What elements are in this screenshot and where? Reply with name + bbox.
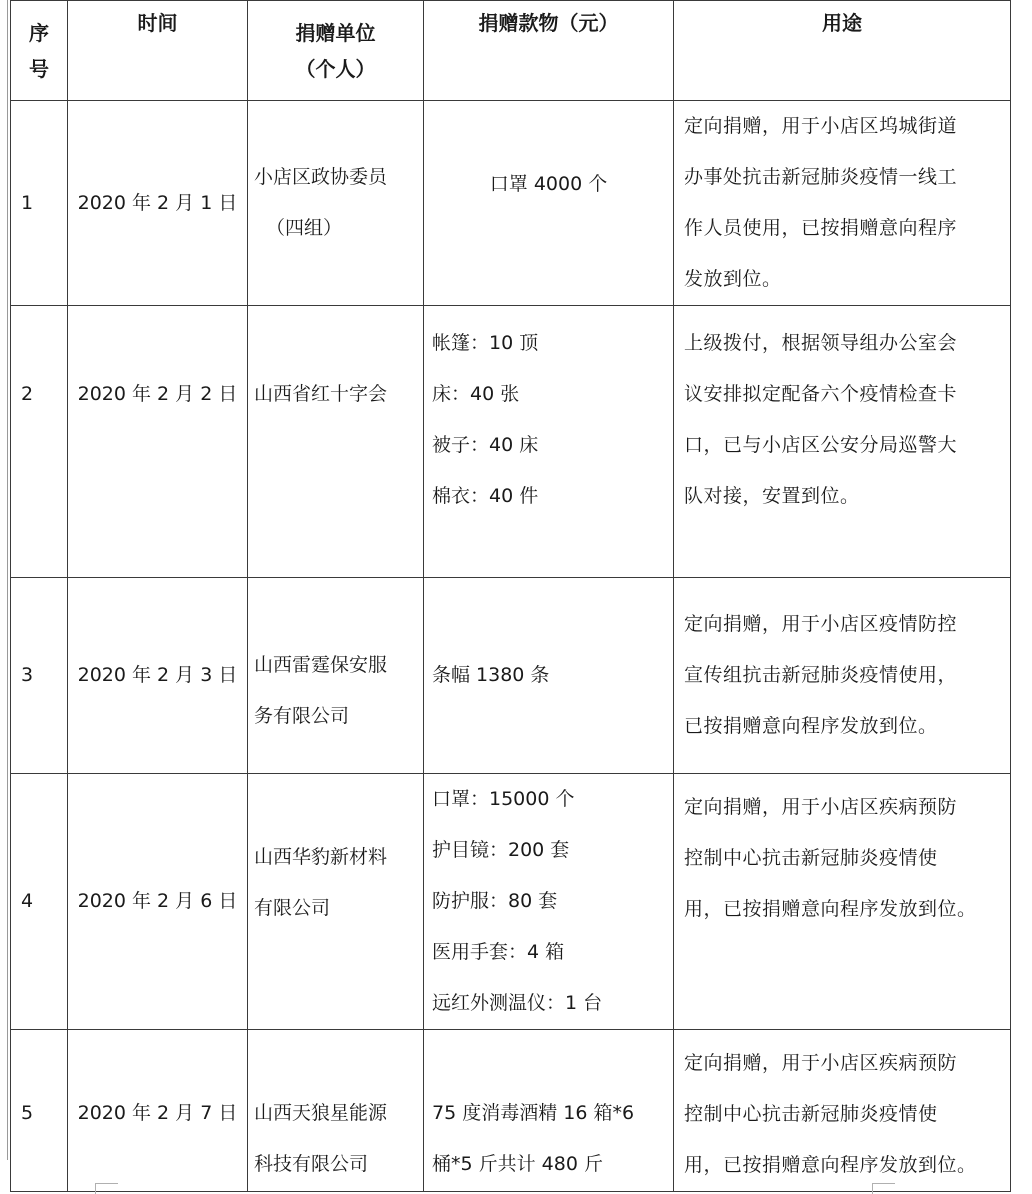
donor-line: 小店区政协委员 xyxy=(254,166,388,188)
row-date: 2020 年 2 月 3 日 xyxy=(68,578,248,774)
row-items xyxy=(424,101,674,306)
row-items xyxy=(424,774,674,1030)
row-date: 2020 年 2 月 1 日 xyxy=(68,101,248,306)
donor-line: 务有限公司 xyxy=(254,705,350,727)
row-items xyxy=(424,578,674,774)
row-date: 2020 年 2 月 2 日 xyxy=(68,306,248,578)
item-line: 条幅 1380 条 xyxy=(432,664,550,686)
donation-table xyxy=(10,0,1011,1192)
use-line: 发放到位。 xyxy=(684,268,782,290)
table-row xyxy=(11,1030,1011,1192)
table-row xyxy=(11,578,1011,774)
item-line: 口罩 4000 个 xyxy=(489,173,608,195)
row-number: 1 xyxy=(11,101,68,306)
use-line: 上级拨付，根据领导组办公室会 xyxy=(684,332,958,354)
row-number: 4 xyxy=(11,774,68,1030)
row-donor xyxy=(248,101,424,306)
row-donor xyxy=(248,774,424,1030)
row-number: 2 xyxy=(11,306,68,578)
row-use xyxy=(674,578,1011,774)
use-line: 议安排拟定配备六个疫情检查卡 xyxy=(684,383,958,405)
donor-line: 有限公司 xyxy=(254,897,331,919)
corner-crop-mark xyxy=(872,1183,895,1194)
use-line: 作人员使用，已按捐赠意向程序 xyxy=(684,217,958,239)
header-number-line: 号 xyxy=(29,56,49,81)
table-header-row xyxy=(11,1,1011,101)
header-number-line: 序 xyxy=(29,20,49,45)
row-date: 2020 年 2 月 7 日 xyxy=(68,1030,248,1192)
use-line: 控制中心抗击新冠肺炎疫情使 xyxy=(684,847,938,869)
item-line: 床：40 张 xyxy=(432,383,520,405)
table-row xyxy=(11,306,1011,578)
donor-line: 科技有限公司 xyxy=(254,1153,369,1175)
header-donor-line: 捐赠单位 xyxy=(295,20,376,45)
use-line: 控制中心抗击新冠肺炎疫情使 xyxy=(684,1103,938,1125)
row-items xyxy=(424,306,674,578)
donor-line: 山西天狼星能源 xyxy=(254,1102,388,1124)
row-use xyxy=(674,306,1011,578)
header-date-label: 时间 xyxy=(137,11,178,35)
use-line: 用，已按捐赠意向程序发放到位。 xyxy=(684,898,977,920)
use-line: 口，已与小店区公安分局巡警大 xyxy=(684,434,958,456)
item-line: 防护服：80 套 xyxy=(432,890,558,912)
header-number xyxy=(11,1,68,101)
donor-line: （四组） xyxy=(266,217,343,239)
use-line: 宣传组抗击新冠肺炎疫情使用， xyxy=(684,664,958,686)
header-use xyxy=(674,1,1011,101)
corner-crop-mark xyxy=(95,1183,118,1194)
row-donor xyxy=(248,306,424,578)
table-row xyxy=(11,774,1011,1030)
item-line: 远红外测温仪：1 台 xyxy=(432,992,603,1014)
header-donor-line: （个人） xyxy=(295,56,376,81)
header-date xyxy=(68,1,248,101)
use-line: 队对接，安置到位。 xyxy=(684,485,860,507)
item-line: 护目镜：200 套 xyxy=(432,839,570,861)
row-use xyxy=(674,1030,1011,1192)
use-line: 定向捐赠，用于小店区疫情防控 xyxy=(684,613,958,635)
row-number: 3 xyxy=(11,578,68,774)
item-line: 口罩：15000 个 xyxy=(432,788,575,810)
item-line: 桶*5 斤共计 480 斤 xyxy=(432,1153,603,1175)
page-edge-line xyxy=(7,0,8,1160)
donor-line: 山西雷霆保安服 xyxy=(254,654,388,676)
header-donor xyxy=(248,1,424,101)
item-line: 75 度消毒酒精 16 箱*6 xyxy=(432,1102,635,1124)
donor-line: 山西华豹新材料 xyxy=(254,846,388,868)
row-use xyxy=(674,774,1011,1030)
item-line: 帐篷：10 顶 xyxy=(432,332,539,354)
use-line: 用，已按捐赠意向程序发放到位。 xyxy=(684,1154,977,1176)
use-line: 定向捐赠，用于小店区坞城街道 xyxy=(684,115,958,137)
header-use-label: 用途 xyxy=(822,11,862,35)
header-items xyxy=(424,1,674,101)
row-items xyxy=(424,1030,674,1192)
use-line: 已按捐赠意向程序发放到位。 xyxy=(684,715,938,737)
use-line: 定向捐赠，用于小店区疾病预防 xyxy=(684,796,958,818)
use-line: 办事处抗击新冠肺炎疫情一线工 xyxy=(684,166,958,188)
row-use xyxy=(674,101,1011,306)
item-line: 被子：40 床 xyxy=(432,434,539,456)
use-line: 定向捐赠，用于小店区疾病预防 xyxy=(684,1052,958,1074)
row-donor xyxy=(248,578,424,774)
row-number: 5 xyxy=(11,1030,68,1192)
table-row xyxy=(11,101,1011,306)
header-items-label: 捐赠款物（元） xyxy=(478,11,619,35)
row-donor xyxy=(248,1030,424,1192)
item-line: 医用手套：4 箱 xyxy=(432,941,565,963)
item-line: 棉衣：40 件 xyxy=(432,485,539,507)
row-date: 2020 年 2 月 6 日 xyxy=(68,774,248,1030)
donor-line: 山西省红十字会 xyxy=(254,383,388,405)
